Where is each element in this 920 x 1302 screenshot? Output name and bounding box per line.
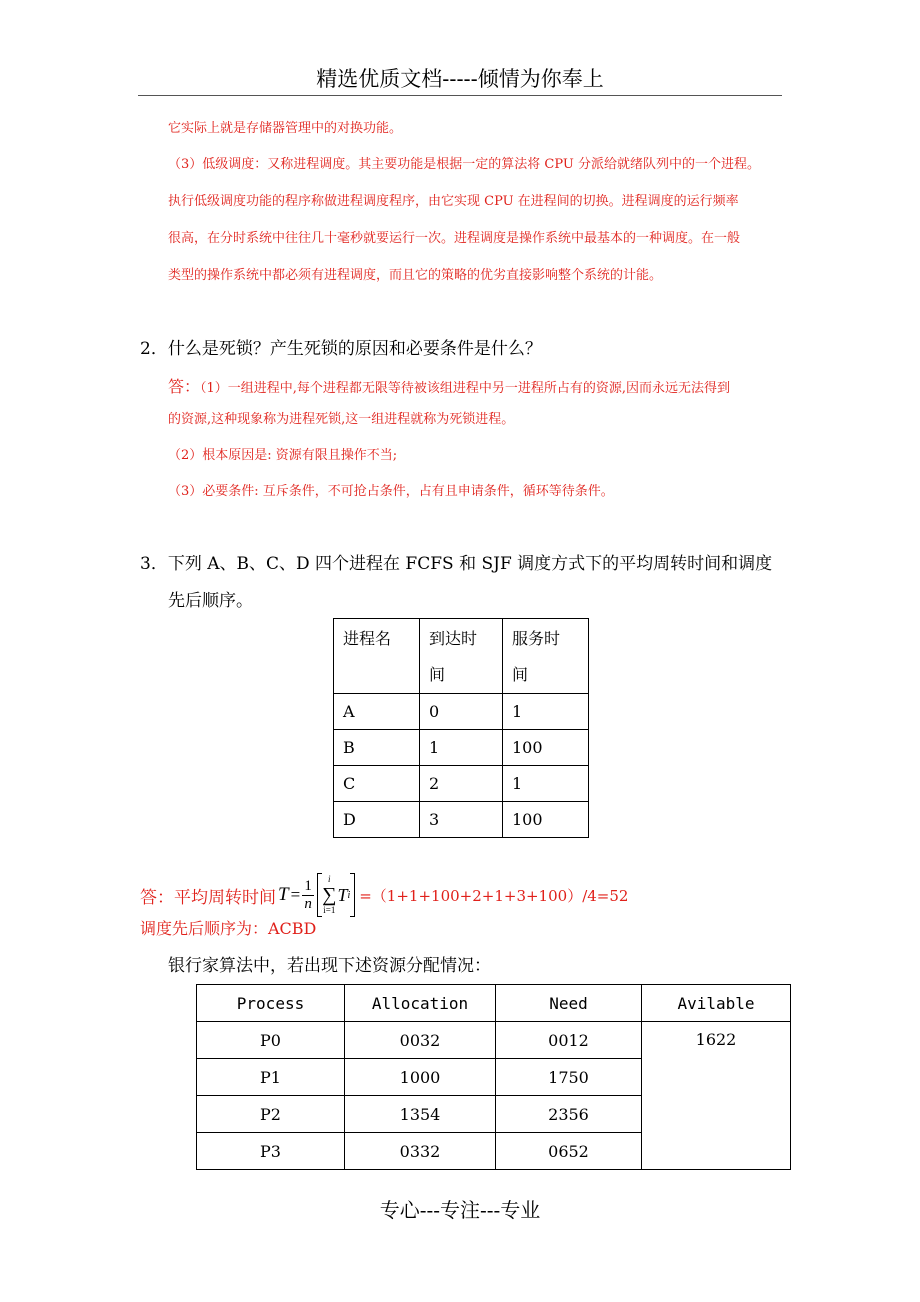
intro-line-2: （3）低级调度：又称进程调度。其主要功能是根据一定的算法将 CPU 分派给就绪队列中的一个进程。 <box>168 157 760 172</box>
header-rule <box>138 95 782 96</box>
formula-eq: = <box>290 885 301 904</box>
header-service-time: 服务时 间 <box>503 619 589 694</box>
cell-allocation: 0332 <box>345 1133 496 1170</box>
cell-process: P1 <box>197 1059 345 1096</box>
formula-term: T <box>337 884 348 905</box>
question-3-line-1: 3．下列 A、B、C、D 四个进程在 FCFS 和 SJF 调度方式下的平均周转时间和调度 <box>140 554 773 574</box>
banker-table-header <box>197 985 791 1022</box>
formula-numerator: 1 <box>304 877 312 894</box>
average-turnaround-formula <box>278 873 355 917</box>
formula-bracket <box>317 873 355 917</box>
cell-name: D <box>334 802 420 838</box>
intro-line-3: 执行低级调度功能的程序称做进程调度程序，由它实现 CPU 在进程间的切换。进程调度的运行频率 <box>168 194 739 209</box>
q2-answer-first-line <box>168 374 730 398</box>
header-available: Avilable <box>642 985 791 1022</box>
q2-answer-line-4: （3）必要条件: 互斥条件，不可抢占条件，占有且申请条件，循环等待条件。 <box>168 484 614 499</box>
sum-symbol <box>322 874 336 916</box>
sum-upper: i <box>328 874 331 884</box>
cell-process: P0 <box>197 1022 345 1059</box>
process-table <box>333 618 589 838</box>
cell-process: P3 <box>197 1133 345 1170</box>
header-need: Need <box>496 985 642 1022</box>
header-process-name: 进程名 <box>334 619 420 694</box>
table-row <box>334 802 589 838</box>
cell-allocation: 1354 <box>345 1096 496 1133</box>
header-allocation: Allocation <box>345 985 496 1022</box>
intro-line-5: 类型的操作系统中都必须有进程调度，而且它的策略的优劣直接影响整个系统的计能。 <box>168 268 663 283</box>
header-process: Process <box>197 985 345 1022</box>
intro-line-4: 很高，在分时系统中往往几十毫秒就要运行一次。进程调度是操作系统中最基本的一种调度。在一般 <box>168 231 741 246</box>
cell-arrival: 1 <box>420 730 503 766</box>
sigma-icon: ∑ <box>322 884 337 906</box>
table-row <box>334 766 589 802</box>
cell-name: A <box>334 694 420 730</box>
cell-allocation: 0032 <box>345 1022 496 1059</box>
table-row <box>197 1022 791 1059</box>
cell-arrival: 2 <box>420 766 503 802</box>
cell-service: 100 <box>503 802 589 838</box>
banker-table <box>196 984 791 1170</box>
header-arrival-time: 到达时 间 <box>420 619 503 694</box>
q2-answer-text: （1）一组进程中,每个进程都无限等待被该组进程中另一进程所占有的资源,因而永远无法得到 <box>200 381 731 396</box>
page-header-title: 精选优质文档-----倾情为你奉上 <box>316 67 604 91</box>
q3-answer-prefix: 答：平均周转时间 <box>140 887 276 908</box>
cell-name: C <box>334 766 420 802</box>
process-table-header <box>334 619 589 694</box>
table-row <box>334 694 589 730</box>
q2-answer-line-3: （2）根本原因是: 资源有限且操作不当; <box>168 448 398 463</box>
cell-available: 1622 <box>642 1022 791 1170</box>
cell-need: 1750 <box>496 1059 642 1096</box>
q2-answer-label: 答： <box>168 377 201 396</box>
q2-answer-line-2: 的资源,这种现象称为进程死锁,这一组进程就称为死锁进程。 <box>168 412 515 427</box>
cell-service: 1 <box>503 766 589 802</box>
cell-arrival: 3 <box>420 802 503 838</box>
banker-intro: 银行家算法中，若出现下述资源分配情况： <box>168 956 491 976</box>
intro-line-1: 它实际上就是存储器管理中的对换功能。 <box>168 121 403 136</box>
cell-need: 0652 <box>496 1133 642 1170</box>
formula-fraction <box>302 878 314 913</box>
question-3-line-2: 先后顺序。 <box>168 591 253 611</box>
q3-answer-line <box>140 872 628 918</box>
q3-answer-result: =（1+1+100+2+1+3+100）/4=52 <box>359 886 629 905</box>
formula-term-sub: i <box>347 889 351 901</box>
cell-arrival: 0 <box>420 694 503 730</box>
formula-denominator: n <box>304 895 312 912</box>
page-footer: 专心---专注---专业 <box>379 1198 541 1222</box>
sum-lower: i=1 <box>323 905 336 915</box>
table-row <box>334 730 589 766</box>
formula-lhs: T <box>278 884 289 905</box>
cell-service: 1 <box>503 694 589 730</box>
cell-name: B <box>334 730 420 766</box>
cell-process: P2 <box>197 1096 345 1133</box>
question-2: 2．什么是死锁？产生死锁的原因和必要条件是什么？ <box>140 339 542 359</box>
q3-order-line: 调度先后顺序为：ACBD <box>140 919 317 938</box>
cell-need: 0012 <box>496 1022 642 1059</box>
cell-service: 100 <box>503 730 589 766</box>
cell-allocation: 1000 <box>345 1059 496 1096</box>
cell-need: 2356 <box>496 1096 642 1133</box>
